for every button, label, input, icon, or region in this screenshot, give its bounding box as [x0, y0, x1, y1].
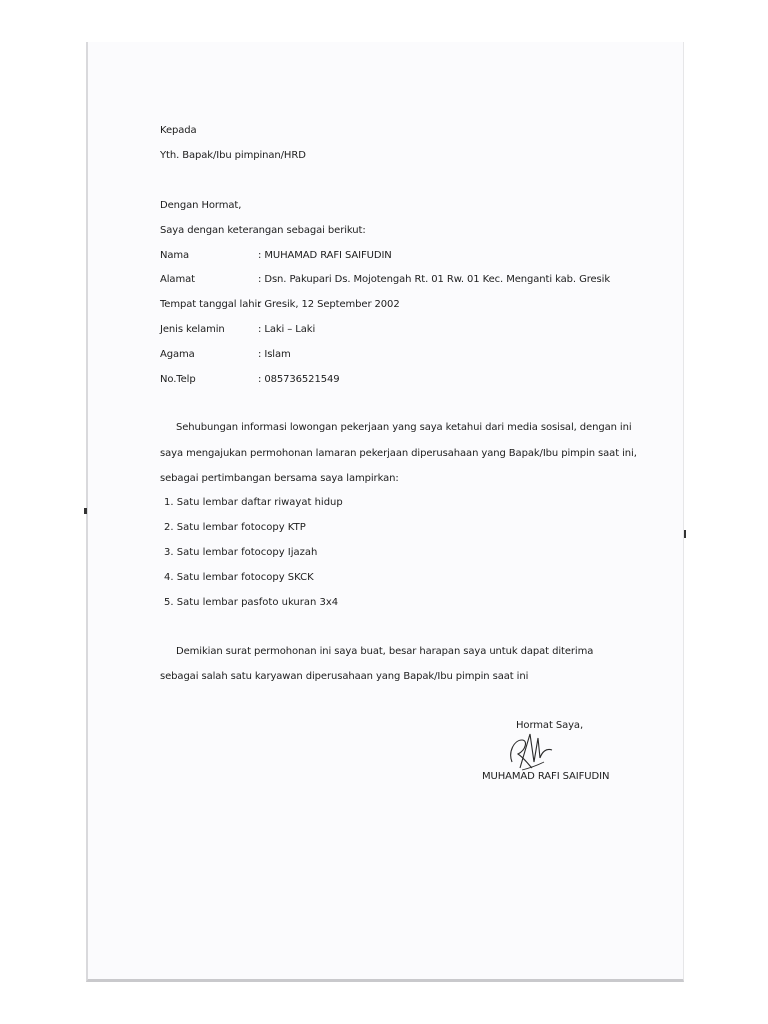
attachment-item: 5. Satu lembar pasfoto ukuran 3x4: [164, 597, 339, 608]
edge-mark-right: [684, 530, 686, 538]
field-value-telp: : 085736521549: [258, 374, 340, 385]
field-label-jenis-kelamin: Jenis kelamin: [160, 324, 225, 335]
body-line: sebagai pertimbangan bersama saya lampirkan:: [160, 473, 399, 484]
field-value-ttl: : Gresik, 12 September 2002: [258, 299, 400, 310]
closing-line: sebagai salah satu karyawan diperusahaan yang Bapak/Ibu pimpin saat ini: [160, 671, 529, 682]
body-line: Sehubungan informasi lowongan pekerjaan yang saya ketahui dari media sosisal, dengan ini: [176, 422, 632, 433]
attachment-item: 2. Satu lembar fotocopy KTP: [164, 522, 306, 533]
edge-mark-left: [84, 508, 87, 514]
closing-line: Demikian surat permohonan ini saya buat, besar harapan saya untuk dapat diterima: [176, 646, 594, 657]
field-label-telp: No.Telp: [160, 374, 196, 385]
body-line: saya mengajukan permohonan lamaran pekerjaan diperusahaan yang Bapak/Ibu pimpin saat ini,: [160, 448, 637, 459]
attachment-item: 4. Satu lembar fotocopy SKCK: [164, 572, 314, 583]
field-label-nama: Nama: [160, 250, 190, 261]
field-label-ttl: Tempat tanggal lahir: [160, 299, 262, 310]
intro: Saya dengan keterangan sebagai berikut:: [160, 225, 366, 236]
field-value-jenis-kelamin: : Laki – Laki: [258, 324, 316, 335]
letter-sheet: [86, 42, 684, 982]
field-value-nama: : MUHAMAD RAFI SAIFUDIN: [258, 250, 392, 261]
attachment-item: 3. Satu lembar fotocopy Ijazah: [164, 547, 318, 558]
attachment-item: 1. Satu lembar daftar riwayat hidup: [164, 497, 343, 508]
recipient: Yth. Bapak/Ibu pimpinan/HRD: [160, 150, 306, 161]
signature-icon: [500, 728, 560, 776]
recipient-label: Kepada: [160, 125, 197, 136]
field-value-agama: : Islam: [258, 349, 291, 360]
greeting: Dengan Hormat,: [160, 200, 242, 211]
signatory-name: MUHAMAD RAFI SAIFUDIN: [482, 771, 610, 782]
field-label-alamat: Alamat: [160, 274, 195, 285]
sign-off: Hormat Saya,: [516, 720, 584, 731]
field-value-alamat: : Dsn. Pakupari Ds. Mojotengah Rt. 01 Rw. 01 Kec. Menganti kab. Gresik: [258, 274, 611, 285]
field-label-agama: Agama: [160, 349, 195, 360]
